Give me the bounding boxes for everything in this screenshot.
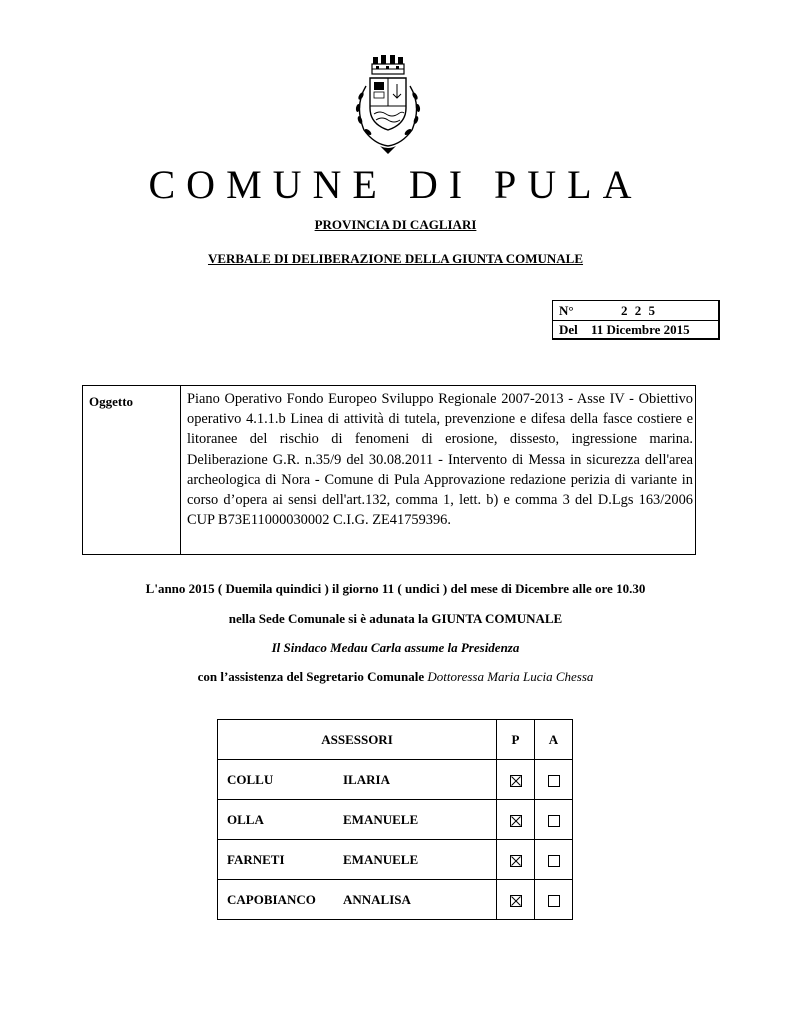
subject-label: Oggetto	[89, 394, 134, 409]
deliberation-number-box	[552, 300, 720, 340]
absent-cell	[535, 800, 573, 840]
table-row	[218, 800, 573, 840]
deliberation-date: 11 Dicembre 2015	[591, 322, 690, 337]
check-x-mark-icon	[511, 816, 521, 826]
deliberation-number: 2 2 5	[621, 303, 657, 318]
present-cell	[497, 800, 535, 840]
absent-checkbox[interactable]	[548, 855, 560, 867]
table-row	[218, 880, 573, 920]
present-checkbox[interactable]	[510, 815, 522, 827]
present-checkbox[interactable]	[510, 775, 522, 787]
member-cell	[218, 840, 497, 880]
present-checkbox[interactable]	[510, 855, 522, 867]
meeting-date-line: L'anno 2015 ( Duemila quindici ) il giorno 11 ( undici ) del mese di Dicembre alle ore 10.30	[145, 581, 646, 596]
absent-checkbox[interactable]	[548, 775, 560, 787]
attendance-header-row	[218, 720, 573, 760]
absent-cell	[535, 840, 573, 880]
member-cell	[218, 760, 497, 800]
deliberation-date-row	[559, 321, 690, 339]
check-x-mark-icon	[511, 896, 521, 906]
present-cell	[497, 880, 535, 920]
secretary-prefix: con l’assistenza del Segretario Comunale	[197, 669, 425, 684]
subject-table	[82, 385, 696, 555]
member-surname: FARNETI	[227, 851, 285, 867]
province-subtitle: PROVINCIA DI CAGLIARI	[314, 217, 477, 232]
subject-text: Piano Operativo Fondo Europeo Sviluppo Regionale 2007-2013 - Asse IV - Obiettivo operativo 4.1.1.b Linea di attività di tutela, prevenzione e difesa della fasce costiere e litoranee del rischio di fenomeni di erosione, dissesto, ingressione marina. Deliberazione G.R. n.35/9 del 30.08.2011 - Intervento di Messa in sicurezza dell'area archeologica di Nora - Comune di Pula Approvazione redazione perizia di variante in corso d’opera ai sensi dell'art.132, comma 1, lett. b) e comma 3 del D.Lgs 163/2006 CUP B73E11000030002 C.I.G. ZE41759396.	[187, 391, 693, 529]
present-cell	[497, 840, 535, 880]
member-name: ILARIA	[343, 771, 390, 787]
meeting-location-line: nella Sede Comunale si è adunata la GIUNTA COMUNALE	[228, 611, 563, 626]
table-row	[218, 840, 573, 880]
member-surname: OLLA	[227, 811, 264, 827]
number-label: N°	[559, 303, 574, 318]
absent-checkbox[interactable]	[548, 895, 560, 907]
member-name: EMANUELE	[343, 851, 419, 867]
present-checkbox[interactable]	[510, 895, 522, 907]
meeting-secretary-line	[0, 669, 791, 685]
town-name-title: COMUNE DI PULA	[148, 162, 643, 207]
member-surname: COLLU	[227, 771, 274, 787]
member-name: EMANUELE	[343, 811, 419, 827]
absent-header: A	[535, 720, 573, 760]
attendance-table	[217, 719, 573, 920]
present-header: P	[497, 720, 535, 760]
secretary-name: Dottoressa Maria Lucia Chessa	[427, 669, 594, 684]
absent-checkbox[interactable]	[548, 815, 560, 827]
date-label: Del	[559, 322, 578, 337]
meeting-president-line: Il Sindaco Medau Carla assume la Presidenza	[271, 640, 520, 655]
subject-column-divider	[180, 386, 181, 554]
absent-cell	[535, 880, 573, 920]
document-type-title: VERBALE DI DELIBERAZIONE DELLA GIUNTA COMUNALE	[207, 251, 584, 266]
check-x-mark-icon	[511, 856, 521, 866]
present-cell	[497, 760, 535, 800]
check-x-mark-icon	[511, 776, 521, 786]
table-row	[218, 760, 573, 800]
absent-cell	[535, 760, 573, 800]
deliberation-number-row	[559, 302, 657, 320]
member-cell	[218, 880, 497, 920]
municipal-crest-emblem	[340, 50, 436, 158]
member-surname: CAPOBIANCO	[227, 891, 316, 907]
member-cell	[218, 800, 497, 840]
assessori-header: ASSESSORI	[218, 720, 497, 760]
member-name: ANNALISA	[343, 891, 411, 907]
